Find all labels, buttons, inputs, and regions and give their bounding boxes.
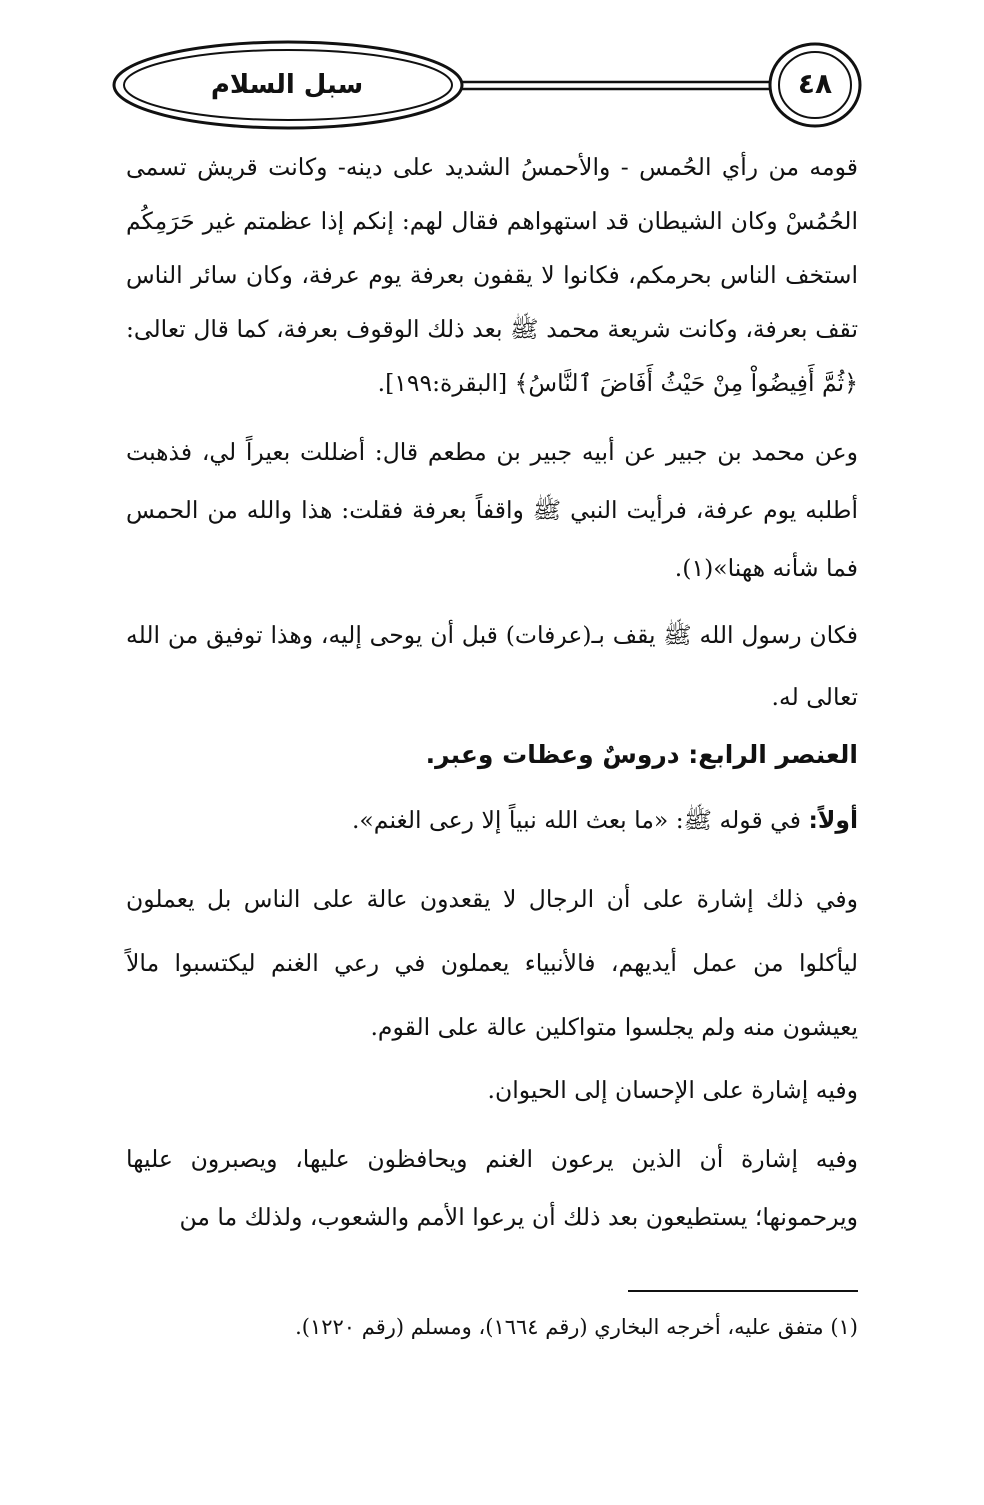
first-lesson-lead: أولاً: <box>808 806 858 834</box>
paragraph-arafat: فكان رسول الله ﷺ يقف بـ(عرفات) قبل أن يوحى إليه، وهذا توفيق من الله تعالى له. <box>126 621 858 711</box>
paragraph-shepherds: وفيه إشارة أن الذين يرعون الغنم ويحافظون عليها، ويصبرون عليها ويرحمونها؛ يستطيعون بعد ذلك أن يرعوا الأمم والشعوب، ولذلك ما من <box>126 1145 858 1231</box>
paragraph-jubair-hadith: وعن محمد بن جبير عن أبيه جبير بن مطعم قال: أضللت بعيراً لي، فذهبت أطلبه يوم عرفة، فرأيت النبي ﷺ واقفاً بعرفة فقلت: هذا والله من الحمس فما شأنه ههنا»(١). <box>126 438 858 582</box>
paragraph-animals: وفيه إشارة على الإحسان إلى الحيوان. <box>487 1076 858 1104</box>
paragraph-hums: قومه من رأي الحُمس - والأحمسُ الشديد على دينه- وكانت قريش تسمى الحُمُسْ وكان الشيطان قد استهواهم فقال لهم: إنكم إذا عظمتم غير حَرَمِكُم استخف الناس بحرمكم، فكانوا لا يقفون بعرفة يوم عرفة، وكان سائر الناس تقف بعرفة، وكانت شريعة محمد ﷺ بعد ذلك الوقوف بعرفة، كما قال تعالى: ﴿ثُمَّ أَفِيضُواْ مِنْ حَيْثُ أَفَاضَ ٱلنَّاسُ﴾ [البقرة:١٩٩]. <box>126 153 858 397</box>
footnote-divider <box>628 1290 858 1292</box>
footnote: (١) متفق عليه، أخرجه البخاري (رقم ١٦٦٤)، ومسلم (رقم ١٢٢٠). <box>295 1315 858 1339</box>
first-lesson <box>126 800 858 840</box>
running-title: سبل السلام <box>210 70 364 100</box>
paragraph-work: وفي ذلك إشارة على أن الرجال لا يقعدون عالة على الناس بل يعملون ليأكلوا من عمل أيديهم، فالأنبياء يعملون في رعي الغنم ليكتسبوا مالاً يعيشون منه ولم يجلسوا متواكلين عالة على القوم. <box>126 885 858 1041</box>
section-heading: العنصر الرابع: دروسٌ وعظات وعبر. <box>425 740 858 769</box>
page-number: ٤٨ <box>797 67 833 100</box>
first-lesson-text: في قوله ﷺ: «ما بعث الله نبياً إلا رعى الغنم». <box>351 806 809 834</box>
page-header <box>112 38 862 134</box>
